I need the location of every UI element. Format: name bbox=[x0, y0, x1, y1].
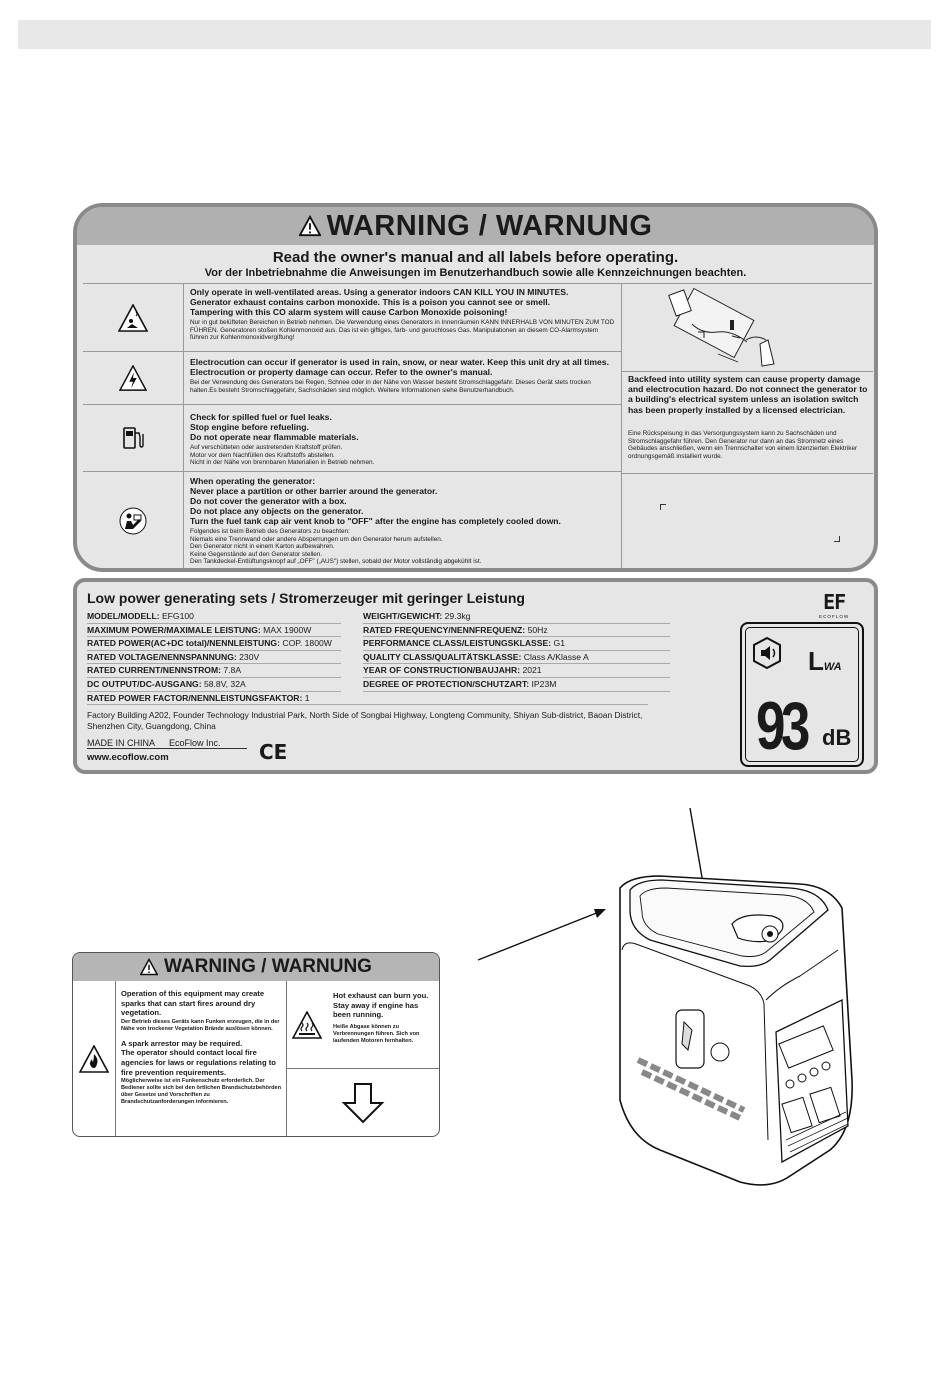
spec-row: DEGREE OF PROTECTION/SCHUTZART: IP23M bbox=[363, 678, 670, 692]
made-in-line: MADE IN CHINA EcoFlow Inc. bbox=[87, 738, 247, 749]
speaker-icon bbox=[750, 636, 784, 670]
read-manual-de: Vor der Inbetriebnahme die Anweisungen im Benutzerhandbuch sowie alle Kennzeichnungen beachten. bbox=[204, 267, 747, 279]
small-warning-title: WARNING / WARNUNG bbox=[73, 953, 439, 981]
hot-exhaust-text: Hot exhaust can burn you. Stay away if engine has been running. Heiße Abgase können zu Verbrennungen führen. Sich von laufenden Motoren fernhalten. bbox=[333, 991, 429, 1044]
factory-address: Factory Building A202, Founder Technology Industrial Park, North Side of Songbai Highway, Longteng Community, Shiyan Sub-district, Baoan District, Shenzhen City, Guangdong, China bbox=[87, 710, 643, 731]
spec-row: RATED FREQUENCY/NENNFREQUENZ: 50Hz bbox=[363, 624, 670, 638]
website: www.ecoflow.com bbox=[87, 752, 169, 763]
noise-value: 93 bbox=[756, 688, 806, 764]
warning-label bbox=[73, 203, 878, 572]
ecoflow-logo: EF ECOFLOW bbox=[819, 590, 850, 619]
warning-row-fuel: Check for spilled fuel or fuel leaks. Stop engine before refueling. Do not operate near flammable materials. Auf verschütteten oder austretenden Kraftstoff prüfen. Motor vor dem Nachfüllen des Kraftstoffs abstellen. Nicht in der Nähe von brennbaren Materialien in Betrieb nehmen. bbox=[83, 404, 621, 472]
lwa-label: LWA bbox=[808, 646, 842, 676]
rating-plate-title: Low power generating sets / Stromerzeuger mit geringer Leistung bbox=[87, 590, 525, 606]
spec-row: QUALITY CLASS/QUALITÄTSKLASSE: Class A/Klasse A bbox=[363, 651, 670, 665]
read-manual-en: Read the owner's manual and all labels before operating. bbox=[272, 249, 679, 266]
spec-right-column bbox=[363, 610, 670, 692]
spark-hot-warning-label bbox=[72, 952, 440, 1137]
read-manual-icon bbox=[83, 471, 184, 571]
pointer-arrow-left bbox=[478, 910, 604, 960]
spec-row: MODEL/MODELL: EFG100 bbox=[87, 610, 341, 624]
electrocution-icon bbox=[83, 351, 184, 404]
spark-warning-text: Operation of this equipment may create sparks that can start fires around dry vegetation. Der Betrieb dieses Geräts kann Funken erzeugen, die in der Nähe von trockener Vegetation Brände auslösen können. A spark arrestor may be required. The operator should contact local fire agencies for laws or regulations relating to fire prevention requirements. Möglicherweise ist ein Funkenschutz erforderlich. Der Bediener sollte sich bei den örtlichen Brandschutzbehörden über Gesetze und Vorschriften zu Brandschutzanforderungen informieren. bbox=[121, 989, 282, 1106]
noise-level-box bbox=[740, 622, 864, 767]
fire-warning-icon bbox=[73, 981, 116, 1136]
warning-row-operation: When operating the generator: Never place a partition or other barrier around the generator. Do not cover the generator with a box. Do not place any objects on the generator. Turn the fuel tank cap air vent knob to "OFF" after the engine has completely cooled down. Folgendes ist beim Betrieb des Generators zu beachten: Niemals eine Trennwand oder andere Absperrungen um den Generator herum aufstellen. Den Generator nicht in einem Karton aufbewahren. Keine Gegenstände auf den Generator stellen. Den Tankdeckel-Entlüftungsknopf auf „OFF" („AUS") stellen, sobald der Motor vollständig abgekühlt ist. bbox=[83, 471, 621, 571]
down-arrow-icon bbox=[287, 1069, 439, 1136]
spec-row: RATED POWER(AC+DC total)/NENNLEISTUNG: COP. 1800W bbox=[87, 637, 341, 651]
corner-mark-top-left bbox=[660, 504, 666, 510]
spec-row: PERFORMANCE CLASS/LEISTUNGSKLASSE: G1 bbox=[363, 637, 670, 651]
spec-row: DC OUTPUT/DC-AUSGANG: 58.8V, 32A bbox=[87, 678, 341, 692]
ce-mark: CE bbox=[259, 740, 288, 764]
warning-title: WARNING / WARNUNG bbox=[77, 207, 874, 245]
header-bar bbox=[18, 20, 931, 49]
spec-row: WEIGHT/GEWICHT: 29.3kg bbox=[363, 610, 670, 624]
blank-marker-area bbox=[622, 473, 873, 572]
backfeed-warning-de: Eine Rückspeisung in das Versorgungssystem kann zu Sachschäden und Stromschlaggefahr führen. Den Generator nur dann an das Stromnetz eines Gebäudes anschließen, wenn ein Trennschalter von einem lizenzierten Elektriker ordnungsgemäß installiert wurde. bbox=[628, 430, 858, 460]
spec-row: RATED VOLTAGE/NENNSPANNUNG: 230V bbox=[87, 651, 341, 665]
noise-unit: dB bbox=[822, 725, 852, 750]
backfeed-warning-en: Backfeed into utility system can cause property damage and electrocution hazard. Do not connect the generator to a building's electrical system unless an isolation switch has been properly installed by a licensed electrician. bbox=[628, 374, 868, 415]
warning-row-co: Only operate in well-ventilated areas. Using a generator indoors CAN KILL YOU IN MINUTES. Generator exhaust contains carbon monoxide. This is a poison you cannot see or smell. Tampering with this CO alarm system will cause Carbon Monoxide poisoning! Nur in gut belüfteten Bereichen in Betrieb nehmen. Die Verwendung eines Generators in Innenräumen KANN INNERHALB VON MINUTEN ZUM TOD FÜHREN. Generatoren stoßen Kohlenmonoxid aus. Das ist ein giftiges, farb- und geruchloses Gas. Manipulationen an diesem CO-Alarmsystem führen zur Kohlenmonoxidvergiftung! bbox=[83, 284, 621, 352]
rating-plate bbox=[73, 578, 878, 774]
carbon-monoxide-icon bbox=[83, 284, 184, 351]
spec-row: MAXIMUM POWER/MAXIMALE LEISTUNG: MAX 1900W bbox=[87, 624, 341, 638]
corner-mark-bottom-right bbox=[834, 536, 840, 542]
warning-row-electrocution: Electrocution can occur if generator is used in rain, snow, or near water. Keep this unit dry at all times. Electrocution or property damage can occur. Refer to the owner's manual. Bei der Verwendung des Generators bei Regen, Schnee oder in der Nähe von Wasser besteht Stromschlaggefahr. Dieses Gerät stets trocken halten.Es besteht Stromschlaggefahr, Sachschäden sind möglich. Weitere Informationen siehe Benutzerhandbuch. bbox=[83, 351, 621, 405]
spec-row: RATED CURRENT/NENNSTROM: 7.8A bbox=[87, 664, 341, 678]
generator-illustration bbox=[470, 800, 870, 1200]
backfeed-column bbox=[621, 284, 873, 571]
warning-triangle-icon bbox=[140, 958, 158, 976]
warning-grid bbox=[83, 283, 872, 571]
hot-surface-icon bbox=[287, 981, 327, 1069]
spec-row: YEAR OF CONSTRUCTION/BAUJAHR: 2021 bbox=[363, 664, 670, 678]
warning-triangle-icon bbox=[299, 215, 321, 237]
spec-row: RATED POWER FACTOR/NENNLEISTUNGSFAKTOR: 1 bbox=[87, 692, 648, 706]
fuel-pump-icon bbox=[83, 404, 184, 471]
backfeed-illustration bbox=[622, 284, 873, 372]
